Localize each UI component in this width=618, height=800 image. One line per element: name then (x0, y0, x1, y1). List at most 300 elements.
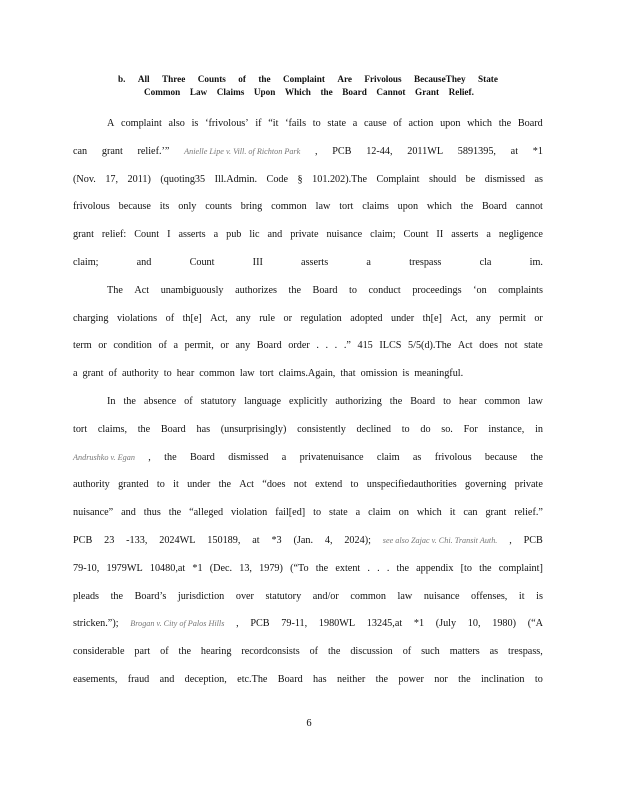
word: grant (82, 368, 104, 380)
heading-word: Grant (415, 87, 440, 97)
word: the (479, 562, 492, 574)
heading-word: Cannot (376, 87, 406, 97)
heading-word: Relief. (448, 87, 474, 97)
word: state (327, 118, 347, 129)
word: governing (465, 479, 507, 491)
word: is (191, 118, 199, 129)
word: can (463, 507, 478, 519)
word: the (396, 562, 409, 574)
word: asserts (178, 229, 206, 241)
word: to (163, 368, 172, 380)
word: can (73, 145, 88, 157)
word: 415 (357, 340, 373, 352)
word: 5891395, (457, 145, 496, 157)
word: 10480,at (149, 562, 186, 574)
word: considerable (73, 646, 125, 658)
word: unspecifiedauthorities (366, 479, 457, 491)
word: 4, (324, 534, 333, 546)
word: pub (226, 229, 242, 241)
word: PCB (250, 618, 270, 630)
word: dismissed (228, 451, 269, 463)
word: authorizes (235, 284, 277, 296)
word: Complaint (376, 173, 420, 185)
heading-word: Frivolous (364, 74, 402, 84)
word: th[e] (182, 312, 202, 324)
word: to (349, 284, 357, 296)
word: Board (517, 118, 543, 129)
text-line (73, 499, 543, 527)
word: “does (262, 479, 286, 491)
word: private (514, 479, 543, 491)
word: fraud (127, 673, 150, 685)
word: grant (101, 145, 123, 157)
word: discussion (350, 646, 393, 658)
word: of (158, 340, 167, 352)
word: In (107, 395, 116, 407)
word: because (118, 201, 151, 213)
word: does (479, 340, 498, 352)
word: under (390, 312, 415, 324)
word: deception, (184, 673, 227, 685)
text-line (73, 305, 543, 333)
word: jurisdiction (177, 590, 225, 602)
word: the (460, 201, 474, 213)
word: fail[ed] (275, 507, 306, 519)
word: statutory (200, 395, 237, 407)
word: PCB (523, 534, 543, 546)
word: 79-10, (73, 562, 100, 574)
word: . (377, 562, 380, 574)
text-line (73, 193, 543, 221)
word: 10, (467, 618, 481, 630)
word: any (235, 340, 251, 352)
word: cannot (515, 201, 543, 213)
word: cla (479, 256, 492, 268)
word: complaints (498, 284, 543, 296)
case-citation: Andrushko v. Egan (73, 452, 135, 462)
word: on (398, 507, 409, 519)
word: statutory (265, 590, 302, 602)
text-line (73, 527, 543, 555)
word: the (530, 451, 543, 463)
heading-word: All (137, 74, 150, 84)
heading-word: b. (118, 74, 126, 84)
word: Board (312, 284, 338, 296)
word: im. (529, 256, 543, 268)
word: permit (499, 312, 526, 324)
word: claim (368, 507, 391, 519)
text-line (73, 388, 543, 416)
word: Count (134, 229, 160, 241)
word: of (184, 395, 193, 407)
word: instance, (488, 423, 525, 435)
word: the (288, 284, 301, 296)
word: ‘frivolous’ (205, 118, 249, 129)
heading-word: Board (342, 87, 367, 97)
word: extend (315, 479, 343, 491)
word: granted (118, 479, 149, 491)
word: § (297, 173, 303, 185)
word: , (314, 145, 318, 157)
word: and (121, 507, 136, 519)
word: 101.202).The (312, 173, 368, 185)
word: Act (239, 479, 255, 491)
word: -133, (126, 534, 148, 546)
word: common (484, 395, 521, 407)
word: , (148, 451, 151, 463)
word: Board (160, 423, 186, 435)
word: “it (268, 118, 279, 129)
heading-word: Law (189, 87, 208, 97)
word: proceedings (412, 284, 462, 296)
document-body (73, 110, 543, 694)
word: (quoting35 (160, 173, 206, 185)
word: which (467, 118, 493, 129)
word: . (325, 340, 329, 352)
word: Board’s (134, 590, 167, 602)
text-line (73, 555, 543, 583)
word: Act (134, 284, 150, 296)
word: has (196, 423, 211, 435)
word: language (244, 395, 281, 407)
word: a (173, 340, 179, 352)
word: , (509, 534, 512, 546)
word: Act, (450, 312, 468, 324)
word: Act (457, 340, 473, 352)
word: 150189, (207, 534, 241, 546)
word: a (281, 451, 287, 463)
word: not (504, 340, 518, 352)
word: hear (458, 395, 477, 407)
word: the (389, 395, 403, 407)
word: privatenuisance (299, 451, 364, 463)
word: [to (460, 562, 472, 574)
word: thus (143, 507, 161, 519)
word: “alleged (189, 507, 224, 519)
paragraph (73, 277, 543, 388)
word: extent (335, 562, 361, 574)
word: frivolous (434, 451, 472, 463)
word: to (156, 479, 165, 491)
word: at (252, 534, 260, 546)
word: explicitly (288, 395, 328, 407)
word: The (107, 284, 123, 296)
word: 2024WL (159, 534, 196, 546)
word: to (401, 423, 410, 435)
word: .” (343, 340, 351, 352)
word: authority (73, 479, 110, 491)
heading-word: Common (144, 87, 181, 97)
word: nuisance” (73, 507, 114, 519)
word: the (498, 118, 512, 129)
heading-word: Which (284, 87, 311, 97)
word: bring (240, 201, 263, 213)
word: recordconsists (241, 646, 300, 658)
word: 2011) (127, 173, 151, 185)
word: of (309, 646, 319, 658)
word: conduct (368, 284, 401, 296)
word: or (98, 340, 107, 352)
word: the (168, 507, 182, 519)
word: nuisance (423, 590, 460, 602)
word: II (436, 229, 444, 241)
word: Board (410, 395, 436, 407)
word: For (463, 423, 478, 435)
text-line (73, 583, 543, 611)
word: also (168, 118, 185, 129)
word: absence (143, 395, 177, 407)
word: only (178, 201, 197, 213)
heading-word: Are (337, 74, 352, 84)
word: nuisance (326, 229, 363, 241)
section-heading (118, 73, 498, 99)
word: *1 (532, 145, 543, 157)
word: appendix (416, 562, 454, 574)
heading-word: Upon (253, 87, 276, 97)
word: complaint (121, 118, 162, 129)
word: not (293, 479, 307, 491)
word: the (375, 673, 389, 685)
word: or (283, 312, 292, 324)
heading-word: State (478, 74, 498, 84)
word: any (236, 312, 251, 324)
word: violation (231, 507, 268, 519)
word: PCB (73, 534, 93, 546)
case-citation: Anielle Lipe v. Vill. of Richton Park (184, 146, 301, 156)
word: to (312, 118, 321, 129)
word: (Dec. (209, 562, 233, 574)
text-line (73, 332, 543, 360)
heading-line-2 (118, 86, 474, 99)
word: has (313, 673, 327, 685)
word: etc.The (237, 673, 268, 685)
text-line (73, 360, 543, 388)
word: *1 (413, 618, 425, 630)
word: that (340, 368, 356, 380)
word: meaningful. (414, 368, 464, 380)
word: upon (440, 118, 461, 129)
word: 2024); (344, 534, 371, 546)
word: the (164, 451, 177, 463)
word: claim (376, 451, 400, 463)
word: cause (363, 118, 387, 129)
word: (unsurprisingly) (220, 423, 287, 435)
word: regulation (300, 312, 342, 324)
word: condition (113, 340, 152, 352)
word: unambiguously (160, 284, 224, 296)
word: complaint] (498, 562, 543, 574)
word: frivolous (73, 201, 110, 213)
word: any (476, 312, 491, 324)
heading-word: BecauseThey (414, 74, 466, 84)
word: common (199, 368, 235, 380)
word: and (136, 256, 152, 268)
word: adopted (350, 312, 383, 324)
word: should (429, 173, 457, 185)
word: pleads (73, 590, 100, 602)
word: stricken.”); (73, 618, 119, 630)
word: (Jan. (293, 534, 313, 546)
text-line (73, 444, 543, 472)
word: nor (434, 673, 448, 685)
word: dismissed (484, 173, 525, 185)
word: a (213, 229, 219, 241)
word: as (412, 451, 422, 463)
word: common (271, 201, 307, 213)
word: . (367, 562, 370, 574)
word: negligence (498, 229, 543, 241)
word: Code (266, 173, 289, 185)
word: and (159, 673, 175, 685)
word: rule (259, 312, 276, 324)
word: a (355, 507, 361, 519)
word: omission (360, 368, 398, 380)
word: over (235, 590, 254, 602)
word: power (398, 673, 424, 685)
word: 13, (239, 562, 252, 574)
word: 23 (104, 534, 115, 546)
text-line (73, 666, 543, 694)
word: Board (189, 451, 215, 463)
word: Board (256, 340, 282, 352)
page-number: 6 (306, 718, 312, 729)
word: law (397, 590, 413, 602)
word: Board (277, 673, 303, 685)
word: 5/5(d).The (408, 340, 452, 352)
word: offenses, (471, 590, 508, 602)
word: be (465, 173, 476, 185)
word: do (420, 423, 431, 435)
word: 12-44, (366, 145, 393, 157)
word: state (329, 507, 348, 519)
case-citation: Brogan v. City of Palos Hills (130, 619, 225, 629)
word: to (313, 507, 322, 519)
word: neither (336, 673, 366, 685)
word: ‘fails (285, 118, 307, 129)
word: violations (116, 312, 158, 324)
word: claims.Again, (278, 368, 336, 380)
word: 79-11, (281, 618, 308, 630)
heading-word: the (258, 74, 271, 84)
word: hearing (200, 646, 232, 658)
word: 1979) (259, 562, 283, 574)
word: relief.” (514, 507, 543, 519)
word: if (255, 118, 262, 129)
word: the (327, 646, 341, 658)
word: tort (339, 201, 354, 213)
word: of (160, 646, 169, 658)
word: claim; (73, 256, 99, 268)
word: the (110, 590, 124, 602)
heading-word: Three (162, 74, 186, 84)
word: the (123, 395, 136, 407)
word: its (159, 201, 170, 213)
word: 1979WL (106, 562, 143, 574)
heading-line-1 (118, 73, 498, 86)
word: a (486, 229, 491, 241)
heading-word: Complaint (283, 74, 325, 84)
word: is (536, 590, 543, 602)
word: which (416, 507, 442, 519)
heading-word: Claims (216, 87, 245, 97)
word: inclination (480, 673, 525, 685)
word: grant (73, 229, 94, 241)
word: ILCS (379, 340, 402, 352)
word: private (290, 229, 319, 241)
word: (“A (527, 618, 543, 630)
word: 1980) (492, 618, 516, 630)
word: so. (441, 423, 453, 435)
word: A (107, 118, 115, 129)
word: a (366, 256, 371, 268)
word: 1980WL (318, 618, 356, 630)
word: I (167, 229, 171, 241)
text-line (73, 249, 543, 277)
word: part (134, 646, 151, 658)
word: claims (362, 201, 389, 213)
word: *1 (192, 562, 203, 574)
word: declined (356, 423, 392, 435)
word: . (334, 340, 338, 352)
heading-word: the (320, 87, 333, 97)
word: common (350, 590, 386, 602)
word: . (316, 340, 319, 352)
word: a (352, 118, 358, 129)
word: a (73, 368, 78, 380)
word: to (443, 395, 452, 407)
word: trespass (409, 256, 442, 268)
word: relief: (101, 229, 127, 241)
word: of (165, 312, 175, 324)
word: easements, (73, 673, 118, 685)
word: term (73, 340, 92, 352)
word: 2011WL (407, 145, 444, 157)
word: law (528, 395, 543, 407)
word: law (315, 201, 331, 213)
word: under (187, 479, 211, 491)
word: the (458, 673, 471, 685)
word: charging (73, 312, 109, 324)
word: asserts (301, 256, 329, 268)
word: Ill.Admin. (214, 173, 258, 185)
heading-word: of (238, 74, 246, 84)
word: ‘on (473, 284, 487, 296)
word: trespass, (508, 646, 543, 658)
word: as (534, 173, 543, 185)
word: hear (176, 368, 195, 380)
paragraph (73, 110, 543, 277)
heading-word: Counts (197, 74, 226, 84)
word: in (535, 423, 543, 435)
word: of (393, 118, 402, 129)
word: such (421, 646, 440, 658)
word: to (534, 673, 543, 685)
word: to (350, 479, 359, 491)
word: 17, (105, 173, 119, 185)
word: (July (435, 618, 457, 630)
word: order (288, 340, 310, 352)
word: action (408, 118, 434, 129)
word: and/or (312, 590, 339, 602)
word: PCB (332, 145, 352, 157)
text-line (73, 416, 543, 444)
word: the (218, 479, 232, 491)
word: relief.’” (137, 145, 170, 157)
word: and (267, 229, 283, 241)
word: as (489, 646, 499, 658)
word: state (524, 340, 543, 352)
word: asserts (451, 229, 479, 241)
